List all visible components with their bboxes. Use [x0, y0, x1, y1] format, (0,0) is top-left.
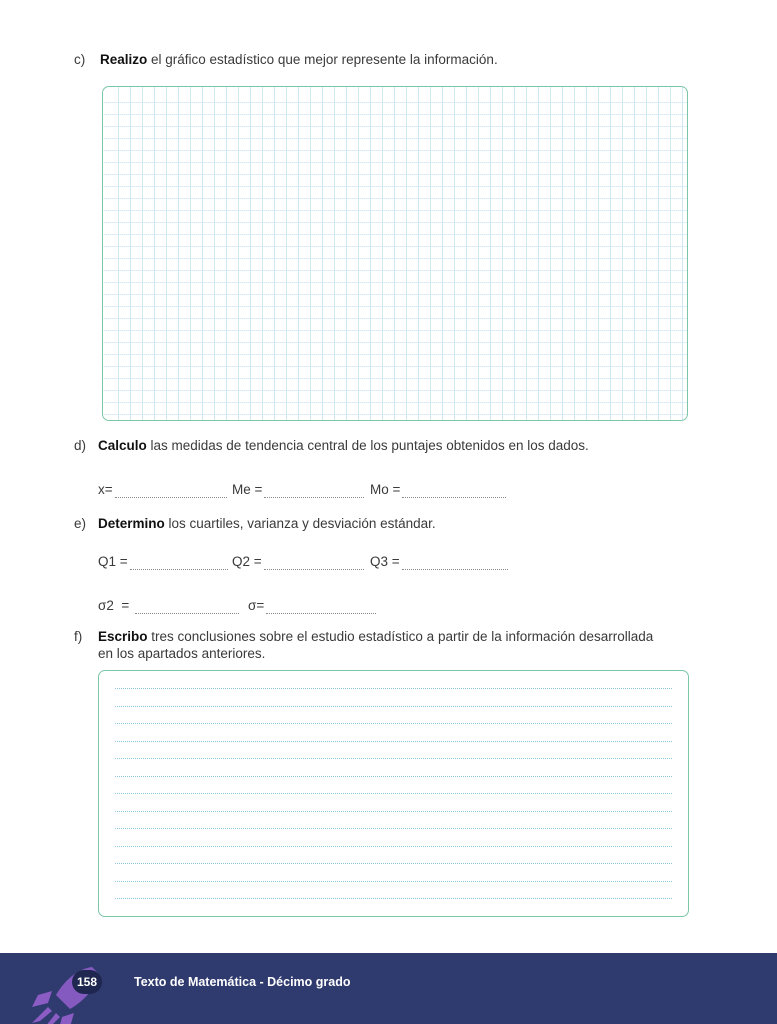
- q2-label: Q2 =: [232, 554, 262, 569]
- median-label: Me =: [232, 482, 263, 497]
- question-e: [74, 515, 436, 532]
- question-label: f): [74, 629, 83, 644]
- question-text: el gráfico estadístico que mejor represente la información.: [147, 52, 498, 67]
- central-tendency-row: [0, 481, 777, 499]
- page-footer: [0, 953, 777, 1024]
- question-text-continued: en los apartados anteriores.: [98, 646, 266, 661]
- writing-line: [115, 758, 672, 759]
- writing-line: [115, 828, 672, 829]
- writing-line: [115, 723, 672, 724]
- mean-label: x=: [98, 482, 113, 497]
- variance-field[interactable]: [98, 597, 239, 614]
- writing-line: [115, 863, 672, 864]
- question-verb: Escribo: [98, 629, 148, 644]
- question-d: [74, 437, 589, 454]
- mode-field[interactable]: [370, 481, 506, 498]
- std-dev-label: σ=: [248, 598, 265, 613]
- q1-blank[interactable]: [130, 555, 228, 570]
- writing-line: [115, 881, 672, 882]
- question-text: tres conclusiones sobre el estudio estadístico a partir de la información desarrollada: [147, 629, 654, 644]
- q3-blank[interactable]: [402, 555, 508, 570]
- book-title: Texto de Matemática - Décimo grado: [134, 975, 351, 989]
- question-verb: Calculo: [98, 438, 147, 453]
- question-label: e): [74, 516, 87, 531]
- conclusions-writing-area[interactable]: [98, 670, 689, 917]
- std-dev-blank[interactable]: [266, 599, 376, 614]
- variance-label: σ2 =: [98, 598, 130, 613]
- mean-blank[interactable]: [115, 483, 227, 498]
- q1-field[interactable]: [98, 553, 228, 570]
- writing-line: [115, 846, 672, 847]
- q1-label: Q1 =: [98, 554, 128, 569]
- mean-field[interactable]: [98, 481, 227, 498]
- q2-blank[interactable]: [264, 555, 364, 570]
- writing-line: [115, 793, 672, 794]
- mode-label: Mo =: [370, 482, 401, 497]
- mode-blank[interactable]: [402, 483, 506, 498]
- question-c: [74, 51, 498, 68]
- writing-line: [115, 741, 672, 742]
- question-text: los cuartiles, varianza y desviación estándar.: [164, 516, 436, 531]
- q3-field[interactable]: [370, 553, 508, 570]
- page-number: 158: [72, 970, 102, 994]
- writing-line: [115, 706, 672, 707]
- dispersion-row: [0, 597, 777, 615]
- writing-line: [115, 898, 672, 899]
- variance-blank[interactable]: [135, 599, 239, 614]
- question-verb: Realizo: [100, 52, 148, 67]
- writing-line: [115, 811, 672, 812]
- quartiles-row: [0, 553, 777, 571]
- std-dev-field[interactable]: [248, 597, 376, 614]
- question-label: d): [74, 438, 87, 453]
- question-verb: Determino: [98, 516, 165, 531]
- median-field[interactable]: [232, 481, 364, 498]
- question-text: las medidas de tendencia central de los puntajes obtenidos en los dados.: [146, 438, 589, 453]
- graph-grid-area[interactable]: [102, 86, 688, 421]
- writing-line: [115, 776, 672, 777]
- q3-label: Q3 =: [370, 554, 400, 569]
- writing-line: [115, 688, 672, 689]
- rocket-icon: [22, 961, 122, 1024]
- question-f: [74, 628, 653, 662]
- median-blank[interactable]: [264, 483, 364, 498]
- question-label: c): [74, 52, 86, 67]
- q2-field[interactable]: [232, 553, 364, 570]
